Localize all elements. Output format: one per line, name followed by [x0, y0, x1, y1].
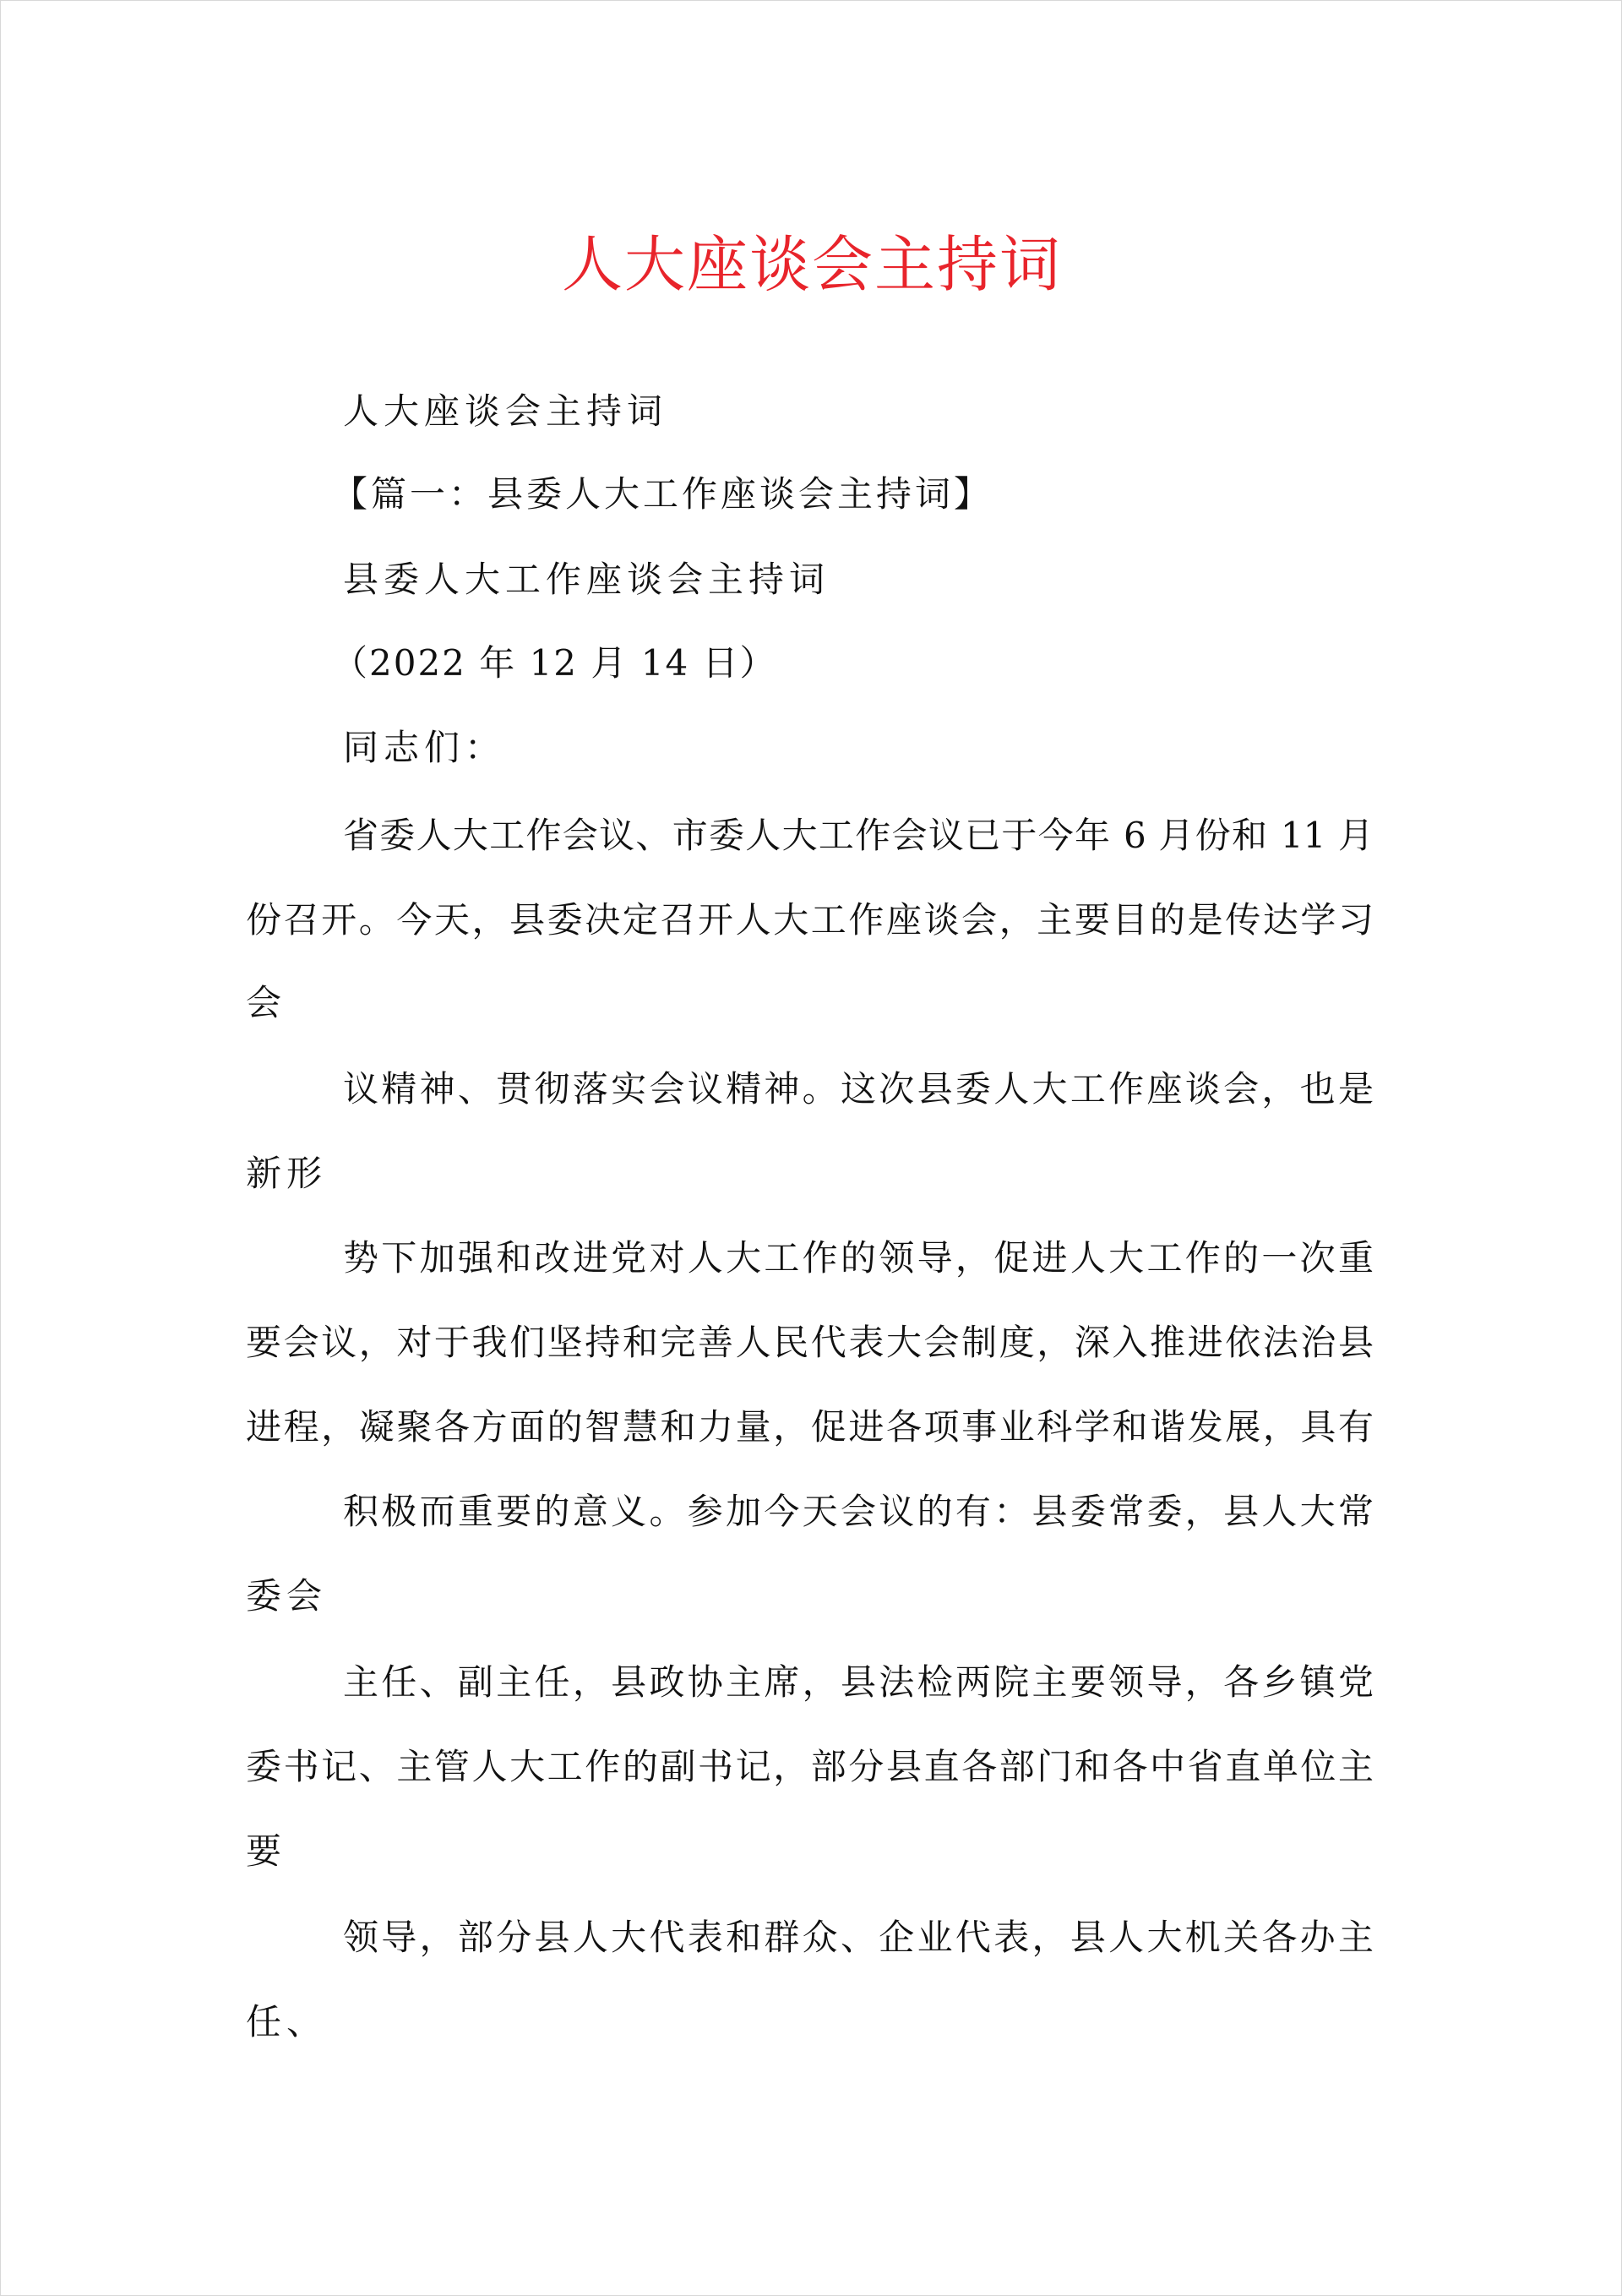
paragraph-line: 会 [246, 982, 287, 1023]
paragraph-line: 进程，凝聚各方面的智慧和力量，促进各项事业科学和谐发展，具有 [246, 1406, 1374, 1448]
subtitle-line: 人大座谈会主持词 [343, 390, 668, 432]
paragraph-line: 要 [246, 1830, 287, 1872]
document-title: 人大座谈会主持词 [561, 229, 1062, 300]
paragraph-line: 委会 [246, 1575, 328, 1617]
paragraph-line: 议精神、贯彻落实会议精神。这次县委人大工作座谈会，也是 [343, 1068, 1374, 1110]
date-line: （2022 年 12 月 14 日） [332, 642, 777, 684]
section-heading: 【篇一：县委人大工作座谈会主持词】 [332, 473, 993, 515]
paragraph-line: 委书记、主管人大工作的副书记，部分县直各部门和各中省直单位主 [246, 1746, 1374, 1787]
paragraph-line: 领导，部分县人大代表和群众、企业代表，县人大机关各办主 [343, 1917, 1374, 1958]
paragraph-line: 积极而重要的意义。参加今天会议的有：县委常委，县人大常 [343, 1491, 1374, 1532]
paragraph-line: 新形 [246, 1153, 328, 1194]
speech-title-line: 县委人大工作座谈会主持词 [343, 559, 830, 600]
paragraph-line: 任、 [246, 2001, 328, 2042]
paragraph-line: 份召开。今天，县委决定召开人大工作座谈会，主要目的是传达学习 [246, 899, 1374, 941]
paragraph-line: 主任、副主任，县政协主席，县法检两院主要领导，各乡镇党 [343, 1661, 1374, 1703]
paragraph-line: 要会议，对于我们坚持和完善人民代表大会制度，深入推进依法治县 [246, 1322, 1374, 1363]
paragraph-line: 势下加强和改进党对人大工作的领导，促进人大工作的一次重 [343, 1237, 1374, 1279]
paragraph-line: 省委人大工作会议、市委人大工作会议已于今年 6 月份和 11 月 [343, 815, 1374, 856]
salutation-line: 同志们： [343, 727, 506, 768]
